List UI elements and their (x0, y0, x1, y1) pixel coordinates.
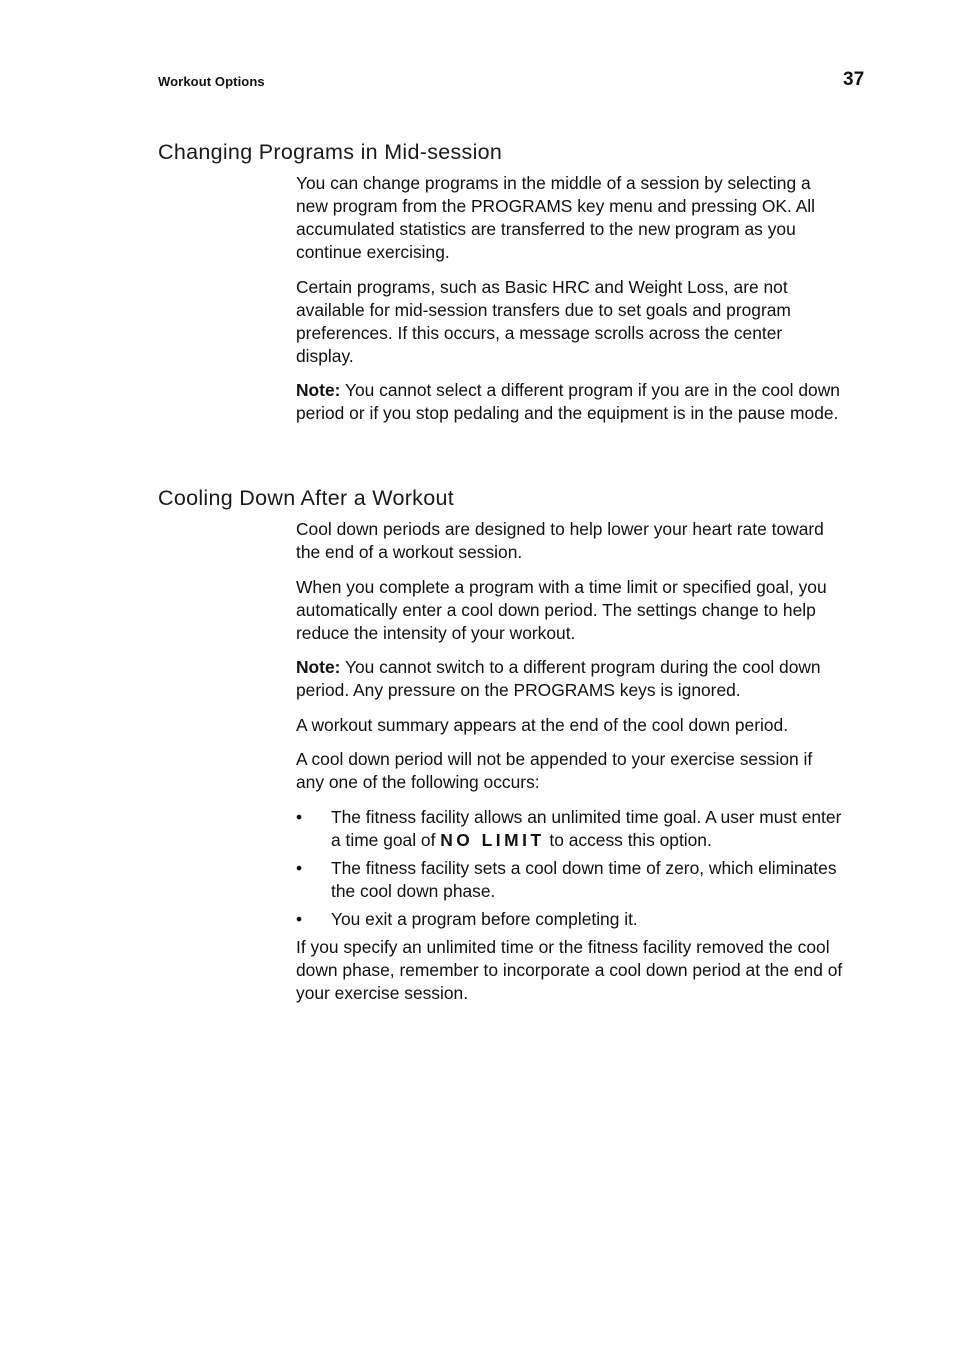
bullet-icon: • (296, 806, 303, 827)
paragraph: You can change programs in the middle of a session by selecting a new program from the PROGRAMS key menu and pressing OK. All accumulated statistics are transferred to the new program as you continue exercising. (296, 173, 816, 262)
paragraph: A cool down period will not be appended to your exercise session if any one of the following occurs: (296, 749, 813, 792)
paragraph: A workout summary appears at the end of the cool down period. (296, 714, 789, 735)
section-heading-changing-programs: Changing Programs in Mid-session (158, 140, 503, 164)
list-item-text: You exit a program before completing it. (331, 908, 638, 929)
section-body-cooling-down (296, 518, 844, 1016)
paragraph: When you complete a program with a time limit or specified goal, you automatically enter a cool down period. The settings change to help reduce the intensity of your workout. (296, 576, 827, 643)
paragraph: Certain programs, such as Basic HRC and Weight Loss, are not available for mid-session transfers due to set goals and program preferences. If this occurs, a message scrolls across the center display. (296, 276, 791, 366)
paragraph: If you specify an unlimited time or the fitness facility removed the cool down phase, remember to incorporate a cool down period at the end of your exercise session. (296, 936, 843, 1003)
list-item (296, 857, 844, 903)
note-label: Note: (296, 657, 341, 677)
list-item (296, 908, 844, 931)
section-heading-cooling-down: Cooling Down After a Workout (158, 486, 455, 510)
section-body-changing-programs (296, 172, 844, 437)
bullet-icon: • (296, 908, 303, 929)
list-item (296, 806, 844, 852)
list-item-text-before: The fitness facility allows an unlimited time goal. A user must enter a time goal of (331, 806, 842, 850)
note-text: You cannot switch to a different program during the cool down period. Any pressure on the PROGRAMS keys is ignored. (296, 657, 821, 700)
note-paragraph (296, 379, 844, 425)
bullet-icon: • (296, 857, 303, 878)
no-limit-value: NO LIMIT (440, 829, 545, 850)
page-number: 37 (843, 69, 865, 90)
list-item-text-after: to access this option. (544, 829, 712, 850)
list-item-text: The fitness facility sets a cool down time of zero, which eliminates the cool down phase. (331, 857, 837, 901)
condition-list (296, 806, 844, 931)
note-text: You cannot select a different program if you are in the cool down period or if you stop pedaling and the equipment is in the pause mode. (296, 380, 840, 423)
paragraph: Cool down periods are designed to help lower your heart rate toward the end of a workout session. (296, 519, 824, 562)
note-paragraph (296, 656, 844, 702)
note-label: Note: (296, 380, 341, 400)
running-header-title: Workout Options (158, 74, 265, 89)
